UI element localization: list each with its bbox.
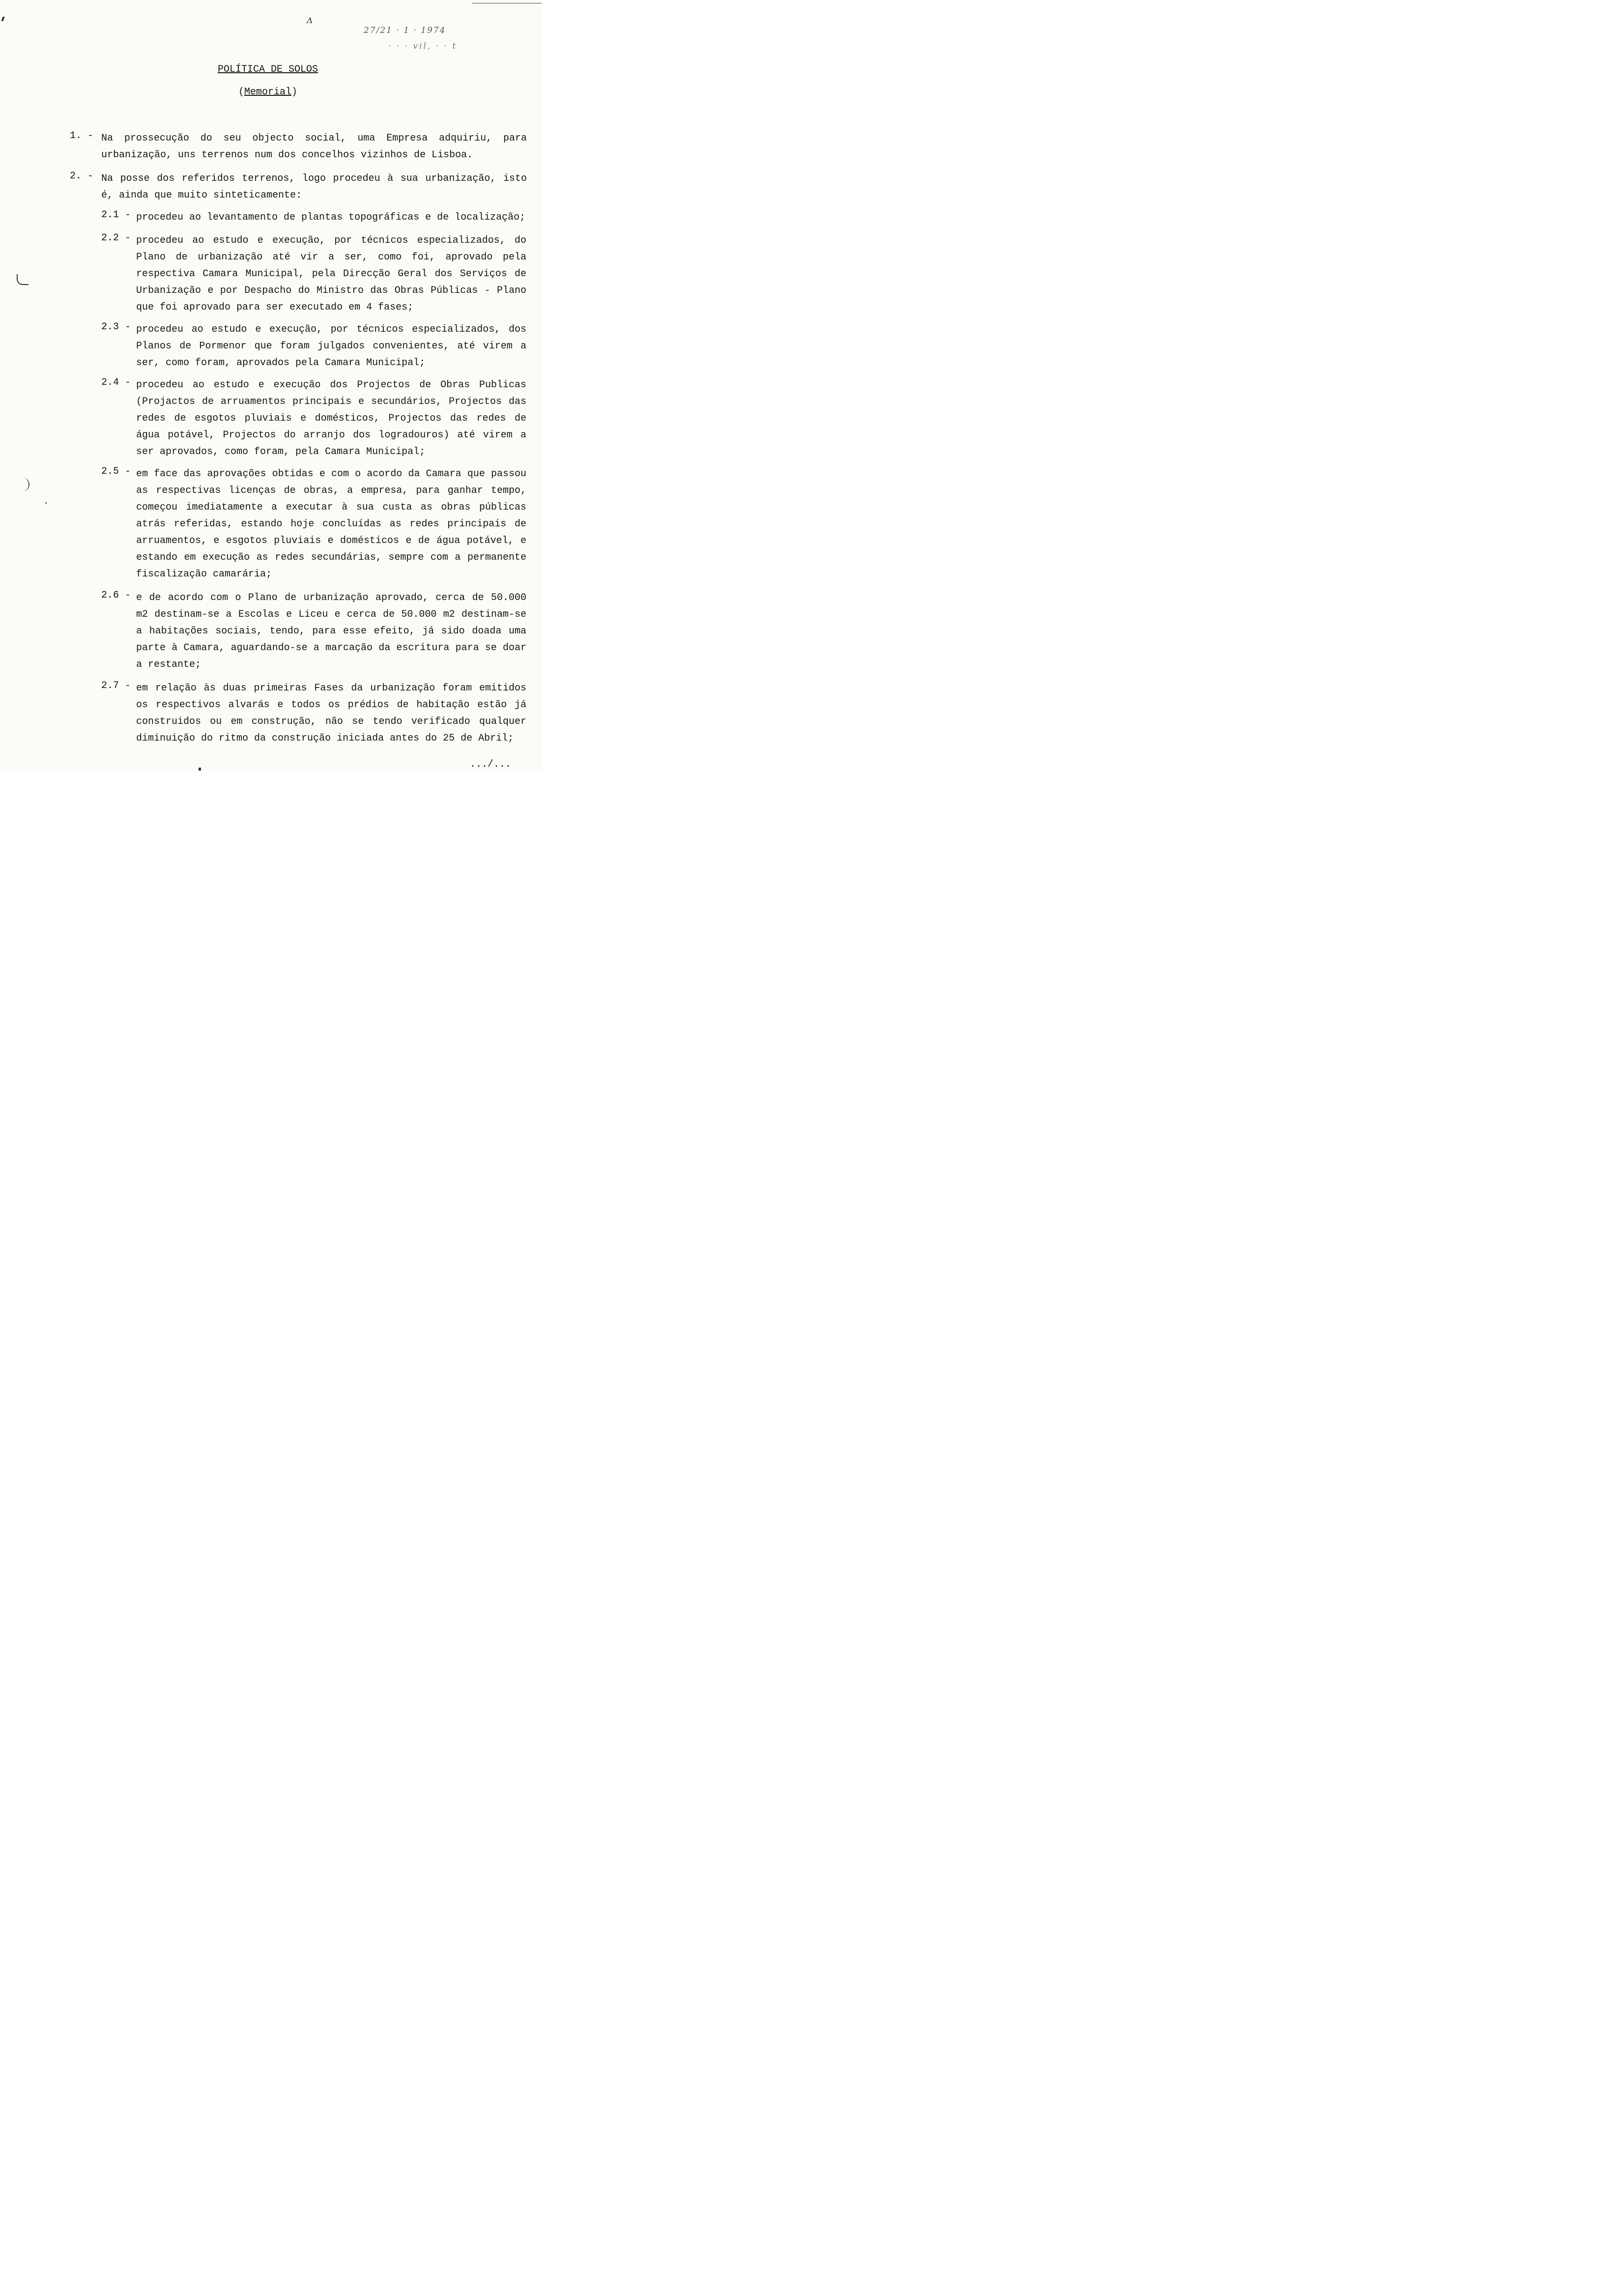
item-number: 2.5 - <box>101 466 131 477</box>
item-number: 2.7 - <box>101 680 131 691</box>
margin-dot <box>45 502 47 504</box>
item-text: procedeu ao estudo e execução, por técnicos especializados, do Plano de urbanização até vir a ser, como foi, aprovado pela respectiva Camara Municipal, pela Direcção Geral dos Serviços de Urbanização e por Despacho do Ministro das Obras Públicas - Plano que foi aprovado para ser executado em 4 fases; <box>136 235 526 313</box>
item-number: 2.4 - <box>101 377 131 388</box>
item-number: 2.2 - <box>101 232 131 244</box>
section-number: 1. - <box>70 130 94 142</box>
item-text: procedeu ao levantamento de plantas topográficas e de localização; <box>136 212 526 223</box>
section-text: Na posse dos referidos terrenos, logo procedeu à sua urbanização, isto é, ainda que muito sinteticamente: <box>101 173 527 201</box>
bottom-mark <box>199 768 201 771</box>
section-number: 2. - <box>70 171 94 182</box>
item-text: e de acordo com o Plano de urbanização aprovado, cerca de 50.000 m2 destinam-se a Escolas e Liceu e cerca de 50.000 m2 destinam-se a habitações sociais, tendo, para esse efeito, já sido doada uma parte à Camara, aguardando-se a marcação da escritura para se doar a restante; <box>136 592 526 670</box>
item-number: 2.6 - <box>101 590 131 601</box>
item-text: procedeu ao estudo e execução, por técnicos especializados, dos Planos de Pormenor que foram julgados convenientes, até virem a ser, como foram, aprovados pela Camara Municipal; <box>136 324 526 369</box>
handwritten-note: · · · vil, · · t <box>388 41 458 51</box>
margin-bracket <box>20 478 29 491</box>
handwritten-mark: ᴧ <box>307 14 313 26</box>
handwritten-date-note: 27/21 · 1 · 1974 <box>364 26 446 35</box>
subtitle-text: Memorial <box>244 86 291 98</box>
margin-bracket <box>17 274 29 285</box>
continuation-mark: .../... <box>470 759 512 770</box>
item-text: em face das aprovações obtidas e com o acordo da Camara que passou as respectivas licenças de obras, a empresa, para ganhar tempo, começou imediatamente a executar à sua custa as obras públicas atrás referidas, estando hoje concluídas as redes principais de arruamentos, e esgotos pluviais e domésticos e de água potável, e estando em execução as redes secundárias, sempre com a permanente fiscalização camarária; <box>136 468 526 580</box>
item-text: procedeu ao estudo e execução dos Projectos de Obras Publicas (Projactos de arruamentos principais e secundários, Projectos das redes de esgotos pluviais e domésticos, Projectos das redes de água potável, Projectos do arranjo dos logradouros) até virem a ser aprovados, como foram, pela Camara Municipal; <box>136 379 526 458</box>
margin-mark <box>1 17 4 21</box>
item-number: 2.3 - <box>101 321 131 333</box>
document-title: POLÍTICA DE SOLOS <box>217 64 318 75</box>
section-text: Na prossecução do seu objecto social, uma Empresa adquiriu, para urbanização, uns terrenos num dos concelhos vizinhos de Lisboa. <box>101 133 527 161</box>
document-subtitle: (Memorial) <box>238 86 298 98</box>
item-number: 2.1 - <box>101 209 131 221</box>
document-page <box>0 0 542 771</box>
item-text: em relação às duas primeiras Fases da urbanização foram emitidos os respectivos alvarás e todos os prédios de habitação estão já construidos ou em construção, não se tendo verificado qualquer diminuição do ritmo da construção iniciada antes do 25 de Abril; <box>136 683 526 744</box>
